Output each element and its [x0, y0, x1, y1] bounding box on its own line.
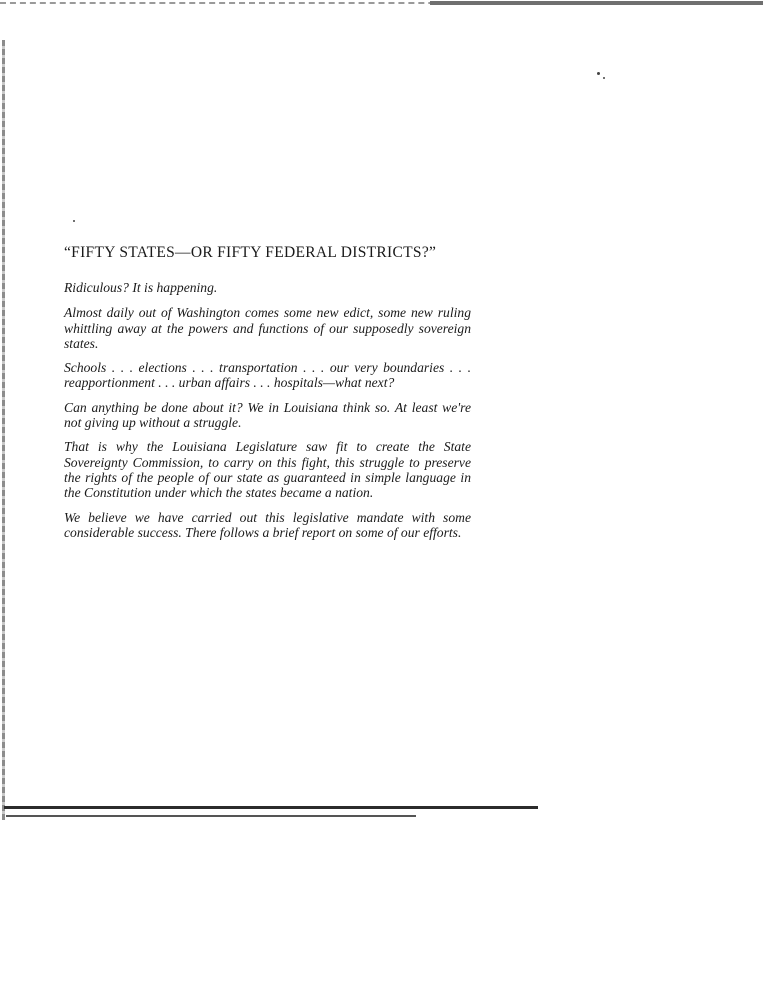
scan-speck [73, 220, 75, 222]
paragraph: Almost daily out of Washington comes some new edict, some new ruling whittling away at the powers and functions of our supposedly sovereign states. [64, 305, 471, 351]
document-body [64, 244, 471, 549]
paragraph: Ridiculous? It is happening. [64, 280, 218, 295]
paragraph: We believe we have carried out this legislative mandate with some considerable success. There follows a brief report on some of our efforts. [64, 509, 471, 540]
document-title: “FIFTY STATES—OR FIFTY FEDERAL DISTRICTS?” [64, 244, 437, 261]
paragraph: Schools . . . elections . . . transportation . . . our very boundaries . . . reapportionment . . . urban affairs . . . hospitals—what next? [64, 360, 471, 391]
scan-speck [597, 72, 600, 75]
paragraph: That is why the Louisiana Legislature saw fit to create the State Sovereignty Commission, to carry on this fight, this struggle to preserve the rights of the people of our state as guaranteed in simple language in the Constitution under which the states became a nation. [64, 439, 471, 501]
paragraph: Can anything be done about it? We in Louisiana think so. At least we're not giving up without a struggle. [64, 399, 471, 431]
page-left-edge [2, 40, 5, 820]
page-bottom-edge [4, 806, 538, 809]
scan-speck [603, 77, 605, 79]
page-top-edge-shadow [430, 1, 763, 5]
page-bottom-edge-shadow [6, 815, 416, 817]
